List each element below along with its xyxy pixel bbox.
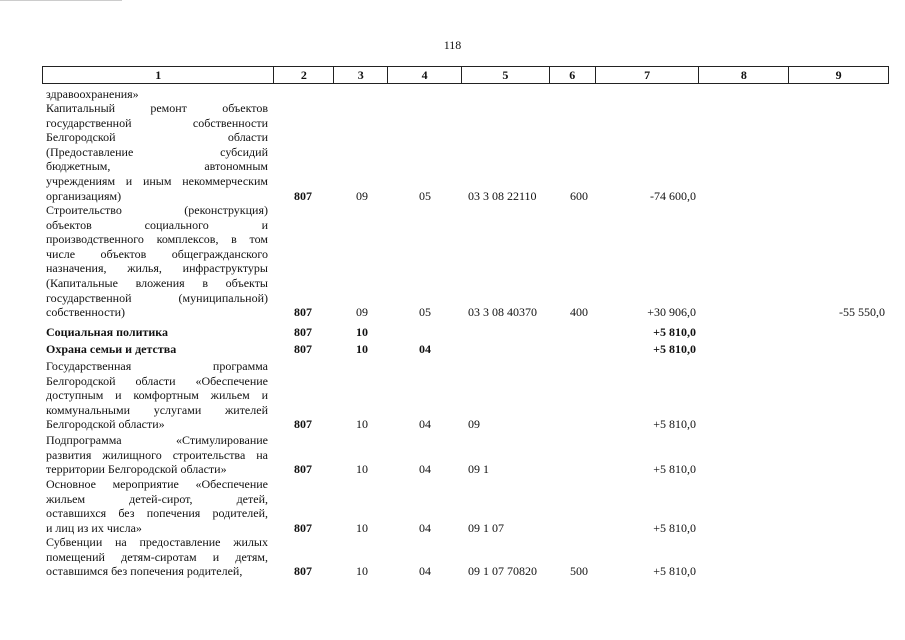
subsection-code: 04 xyxy=(419,520,431,535)
description-line: помещений детям-сиротам и детям, xyxy=(46,549,268,564)
description-line: территории Белгородской области» xyxy=(46,462,227,477)
amount-change: -74 600,0 xyxy=(650,188,696,203)
section-code: 10 xyxy=(356,417,368,432)
description-line: объектов социального и xyxy=(46,217,268,232)
col-header-1: 1 xyxy=(43,67,274,83)
expense-type: 500 xyxy=(570,564,588,579)
amount-change: +5 810,0 xyxy=(653,520,696,535)
description-line: оставшихся без попечения родителей, xyxy=(46,506,268,521)
chapter-code: 807 xyxy=(294,462,312,477)
description-line: коммунальными услугами жителей xyxy=(46,402,268,417)
col-header-2: 2 xyxy=(274,67,334,83)
description-line: доступным и комфортным жильем и xyxy=(46,388,268,403)
subsection-code: 05 xyxy=(419,188,431,203)
description-line: развития жилищного строительства на xyxy=(46,447,268,462)
description-line: государственной собственности xyxy=(46,115,268,130)
expense-type: 600 xyxy=(570,188,588,203)
col-header-6: 6 xyxy=(550,67,596,83)
page-number: 118 xyxy=(443,38,462,52)
chapter-code: 807 xyxy=(294,305,312,320)
description-line: (Предоставление субсидий xyxy=(46,144,268,159)
description-line: (Капитальные вложения в объекты xyxy=(46,275,268,290)
amount-change: +5 810,0 xyxy=(653,462,696,477)
row-description xyxy=(46,342,268,357)
corner-mark xyxy=(0,0,122,1)
row-description xyxy=(46,433,268,477)
col-header-9: 9 xyxy=(835,68,842,82)
section-code: 10 xyxy=(356,462,368,477)
description-line: Подпрограмма «Стимулирование xyxy=(46,433,268,447)
chapter-code: 807 xyxy=(294,564,312,579)
amount-change: +5 810,0 xyxy=(653,342,696,356)
row-description xyxy=(46,325,268,340)
col-header-7: 7 xyxy=(596,67,700,83)
description-line: назначения, жилья, инфраструктуры xyxy=(46,261,268,276)
description-line: и лиц из их числа» xyxy=(46,520,142,535)
section-code: 09 xyxy=(356,305,368,320)
description-line: Белгородской области xyxy=(46,130,268,145)
target-code: 03 3 08 40370 xyxy=(468,305,537,320)
description-line: Социальная политика xyxy=(46,325,169,339)
description-line: числе объектов общегражданского xyxy=(46,246,268,261)
table-row xyxy=(42,342,889,357)
description-line: жильем детей-сирот, детей, xyxy=(46,491,268,506)
description-line: организациям) xyxy=(46,188,122,203)
table-row xyxy=(42,325,889,340)
chapter-code: 807 xyxy=(294,188,312,203)
target-code: 03 3 08 22110 xyxy=(468,188,537,203)
description-line: бюджетным, автономным xyxy=(46,159,268,174)
subsection-code: 04 xyxy=(419,417,431,432)
section-code: 10 xyxy=(356,325,368,339)
col-header-4: 4 xyxy=(388,67,462,83)
table-row xyxy=(42,203,889,320)
row-description xyxy=(46,477,268,535)
description-line: Государственная программа xyxy=(46,359,268,373)
chapter-code: 807 xyxy=(294,325,312,339)
description-line: Охрана семьи и детства xyxy=(46,342,177,356)
description-line: Строительство (реконструкция) xyxy=(46,203,268,217)
row-description xyxy=(46,359,268,432)
amount-change: +30 906,0 xyxy=(647,305,696,320)
chapter-code: 807 xyxy=(294,520,312,535)
amount-change: +5 810,0 xyxy=(653,325,696,339)
chapter-code: 807 xyxy=(294,417,312,432)
section-code: 09 xyxy=(356,188,368,203)
row-description xyxy=(46,87,268,102)
table-header xyxy=(42,66,889,84)
table-row xyxy=(42,101,889,203)
section-code: 10 xyxy=(356,520,368,535)
table-row xyxy=(42,535,889,579)
amount-next: -55 550,0 xyxy=(839,305,885,320)
target-code: 09 1 07 70820 xyxy=(468,564,537,579)
chapter-code: 807 xyxy=(294,342,312,356)
row-description xyxy=(46,101,268,203)
description-line: государственной (муниципальной) xyxy=(46,290,268,305)
section-code: 10 xyxy=(356,564,368,579)
subsection-code: 04 xyxy=(419,564,431,579)
amount-change: +5 810,0 xyxy=(653,564,696,579)
table-row xyxy=(42,87,889,102)
expense-type: 400 xyxy=(570,305,588,320)
table-row xyxy=(42,477,889,535)
description-line: оставшимся без попечения родителей, xyxy=(46,564,243,579)
description-line: Белгородской области «Обеспечение xyxy=(46,373,268,388)
col-header-5: 5 xyxy=(462,67,550,83)
description-line: Капитальный ремонт объектов xyxy=(46,101,268,115)
table-row xyxy=(42,433,889,477)
subsection-code: 04 xyxy=(419,342,431,356)
col-header-8: 8 xyxy=(699,67,789,83)
description-line: собственности) xyxy=(46,305,126,320)
table-row xyxy=(42,359,889,432)
target-code: 09 1 07 xyxy=(468,520,504,535)
description-line: производственного комплексов, в том xyxy=(46,232,268,247)
col-header-3: 3 xyxy=(334,67,388,83)
row-description xyxy=(46,535,268,579)
target-code: 09 1 xyxy=(468,462,489,477)
description-line: Основное мероприятие «Обеспечение xyxy=(46,477,268,491)
row-description xyxy=(46,203,268,320)
description-line: здравоохранения» xyxy=(46,87,139,101)
subsection-code: 04 xyxy=(419,462,431,477)
description-line: Субвенции на предоставление жилых xyxy=(46,535,268,549)
description-line: учреждениям и иным некоммерческим xyxy=(46,173,268,188)
target-code: 09 xyxy=(468,417,480,432)
section-code: 10 xyxy=(356,342,368,356)
description-line: Белгородской области» xyxy=(46,417,165,432)
subsection-code: 05 xyxy=(419,305,431,320)
amount-change: +5 810,0 xyxy=(653,417,696,432)
